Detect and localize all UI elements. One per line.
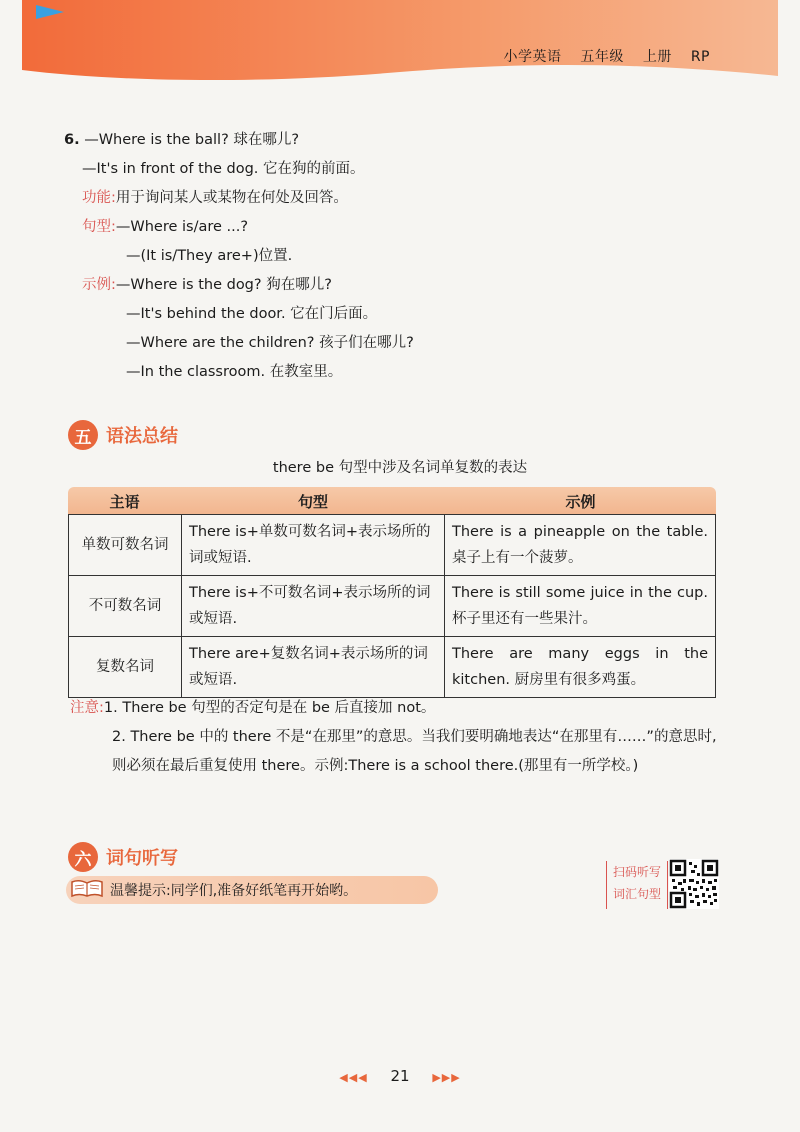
cell-example: There are many eggs in the kitchen. 厨房里有很多鸡蛋。 xyxy=(445,637,716,698)
next-arrows-icon: ▶▶▶ xyxy=(432,1071,461,1084)
function-text: 用于询问某人或某物在何处及回答。 xyxy=(115,190,348,206)
header-edition: RP xyxy=(690,49,710,65)
header-subject: 小学英语 xyxy=(503,49,562,65)
cell-pattern: There is+不可数名词+表示场所的词或短语. xyxy=(182,576,445,637)
cell-subject: 复数名词 xyxy=(69,637,182,698)
table-row xyxy=(69,515,716,576)
header-pattern-col: 句型 xyxy=(297,492,328,511)
note-2: 2. There be 中的 there 不是“在那里”的意思。当我们要明确地表达“在那里有……”的意思时,则必须在最后重复使用 there。示例:There is a school there.(那里有一所学校。) xyxy=(112,729,717,774)
pattern-line-1: —Where is/are ...? xyxy=(115,219,249,235)
a-line: —It's in front of the dog. 它在狗的前面。 xyxy=(82,161,365,177)
tip-bar xyxy=(66,876,438,904)
section-badge: 六 xyxy=(68,842,98,872)
pattern-label: 句型: xyxy=(82,219,116,235)
header-example-col: 示例 xyxy=(565,492,596,511)
cell-pattern: There is+单数可数名词+表示场所的词或短语. xyxy=(182,515,445,576)
section-badge: 五 xyxy=(68,420,98,450)
tip-text: 温馨提示:同学们,准备好纸笔再开始哟。 xyxy=(110,883,358,899)
sentence-pattern-6 xyxy=(64,126,414,387)
bookmark-icon xyxy=(36,4,64,23)
cell-example: There is still some juice in the cup. 杯子里还有一些果汁。 xyxy=(445,576,716,637)
note-1: 1. There be 句型的否定句是在 be 后直接加 not。 xyxy=(103,700,436,716)
section-title-dictation xyxy=(68,842,178,872)
example-line-1: —Where is the dog? 狗在哪儿? xyxy=(115,277,332,293)
example-line-4: —In the classroom. 在教室里。 xyxy=(126,364,343,380)
header-subject-col: 主语 xyxy=(109,492,140,511)
header-grade: 五年级 xyxy=(580,49,624,65)
table-header xyxy=(68,487,716,515)
page-number: 21 xyxy=(390,1067,410,1085)
page-footer xyxy=(0,1067,800,1085)
qr-caption xyxy=(606,861,668,909)
table-row xyxy=(69,576,716,637)
pattern-line-2: —(It is/They are+)位置. xyxy=(126,248,293,264)
section-title-text: 词句听写 xyxy=(106,848,178,869)
grammar-table xyxy=(68,514,716,698)
qr-code-icon[interactable] xyxy=(669,859,719,913)
cell-pattern: There are+复数名词+表示场所的词或短语. xyxy=(182,637,445,698)
example-line-2: —It's behind the door. 它在门后面。 xyxy=(126,306,378,322)
q-line: —Where is the ball? 球在哪儿? xyxy=(84,132,300,148)
section-title-grammar xyxy=(68,420,178,450)
example-line-3: —Where are the children? 孩子们在哪儿? xyxy=(126,335,414,351)
prev-arrows-icon: ◀◀◀ xyxy=(339,1071,368,1084)
cell-example: There is a pineapple on the table. 桌子上有一个菠萝。 xyxy=(445,515,716,576)
qr-caption-line1: 扫码听写 xyxy=(612,865,661,879)
q-number: 6. xyxy=(64,132,80,148)
section-title-text: 语法总结 xyxy=(106,426,178,447)
note-label: 注意: xyxy=(70,700,104,716)
qr-caption-line2: 词汇句型 xyxy=(612,887,661,901)
header-book-info xyxy=(503,46,710,66)
table-row xyxy=(69,637,716,698)
header-volume: 上册 xyxy=(642,49,672,65)
table-caption: there be 句型中涉及名词单复数的表达 xyxy=(272,460,528,476)
example-label: 示例: xyxy=(82,277,116,293)
function-label: 功能: xyxy=(82,190,116,206)
grammar-notes xyxy=(70,694,730,781)
cell-subject: 单数可数名词 xyxy=(69,515,182,576)
cell-subject: 不可数名词 xyxy=(69,576,182,637)
book-icon xyxy=(70,878,104,902)
